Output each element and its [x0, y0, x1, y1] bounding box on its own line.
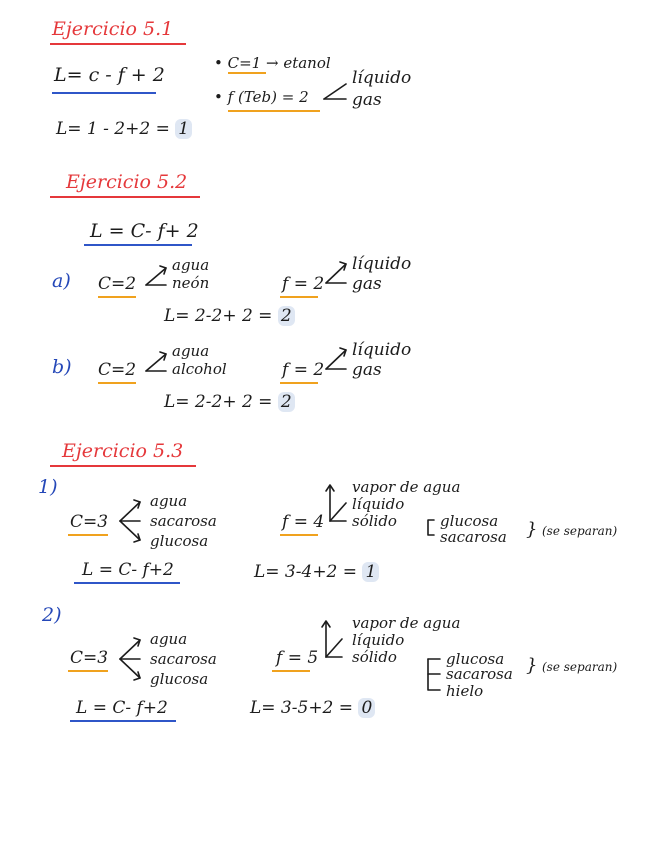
e52-title-underline — [50, 196, 200, 198]
e53-p1-calc: L= 3-4+2 = 1 — [254, 564, 379, 581]
e53-p1-phase-liquid: líquido — [352, 495, 405, 513]
e52-a-f: f = 2 — [282, 274, 325, 294]
e53-p2-phase-fan-icon — [322, 621, 342, 657]
e53-p1-note: (se separan) — [542, 524, 618, 538]
e52-b-calc: L= 2-2+ 2 = 2 — [164, 394, 295, 411]
e53-p2-comp-3: glucosa — [150, 670, 209, 688]
e53-p1-c: C=3 — [70, 512, 109, 532]
e51-title-underline — [50, 43, 186, 45]
e53-p1-result: 1 — [362, 562, 379, 582]
e51-phase-liquid: líquido — [352, 68, 412, 88]
e53-p1-solid-1: glucosa — [440, 512, 499, 530]
e52-a-label: a) — [52, 270, 71, 292]
e52-b-result: 2 — [278, 392, 295, 412]
e52-b-comp-2: alcohol — [172, 360, 227, 378]
e52-b-comp-angle-icon — [146, 352, 166, 371]
e52-b-f: f = 2 — [282, 360, 325, 380]
e51-result: 1 — [175, 119, 192, 139]
e53-p1-phase-solid: sólido — [352, 512, 397, 530]
e53-p2-c-underline — [68, 670, 108, 672]
e52-a-phase-gas: gas — [352, 274, 382, 294]
e53-p2-label: 2) — [42, 604, 62, 626]
e53-p1-comp-fork-icon — [120, 500, 140, 542]
e53-p2-note: (se separan) — [542, 660, 618, 674]
e51-bullet-1: • C=1 → etanol — [214, 54, 331, 72]
e51-formula: L= c - f + 2 — [54, 64, 165, 86]
e53-p2-formula-underline — [70, 720, 176, 722]
e53-p1-label: 1) — [38, 476, 58, 498]
e51-calc: L= 1 - 2+2 = 1 — [56, 121, 192, 138]
e53-p2-calc: L= 3-5+2 = 0 — [250, 700, 375, 717]
e53-p2-solid-bracket-icon — [428, 659, 440, 690]
e52-b-phase-liquid: líquido — [352, 340, 412, 360]
e52-b-c-underline — [98, 382, 136, 384]
e53-p1-phase-fan-icon — [326, 485, 346, 521]
e53-p2-phase-solid: sólido — [352, 648, 397, 666]
e53-p1-comp-3: glucosa — [150, 532, 209, 550]
e53-p2-brace: } — [526, 655, 538, 676]
e52-a-c-underline — [98, 296, 136, 298]
e53-p1-brace: } — [526, 519, 538, 540]
e53-p1-solid-2: sacarosa — [440, 528, 507, 546]
e53-title-underline — [50, 465, 196, 467]
e53-p1-comp-2: sacarosa — [150, 512, 217, 530]
e52-b-phase-gas: gas — [352, 360, 382, 380]
e51-title: Ejercicio 5.1 — [52, 18, 174, 40]
e53-p2-comp-2: sacarosa — [150, 650, 217, 668]
e53-p1-phase-vapor: vapor de agua — [352, 478, 461, 496]
e51-formula-underline — [52, 92, 156, 94]
e52-b-label: b) — [52, 356, 72, 378]
e53-title: Ejercicio 5.3 — [62, 440, 184, 462]
e52-a-comp-1: agua — [172, 256, 210, 274]
e53-p2-formula: L = C- f+2 — [76, 698, 168, 718]
e53-p1-c-underline — [68, 534, 108, 536]
e53-p2-solid-1: glucosa — [446, 650, 505, 668]
e53-p1-formula: L = C- f+2 — [82, 560, 174, 580]
e52-title: Ejercicio 5.2 — [66, 171, 188, 193]
e53-p2-result: 0 — [358, 698, 375, 718]
e53-p2-phase-vapor: vapor de agua — [352, 614, 461, 632]
e52-formula: L = C- f+ 2 — [90, 220, 199, 242]
e52-b-c: C=2 — [98, 360, 137, 380]
e53-p2-solid-3: hielo — [446, 682, 484, 700]
e52-a-phase-liquid: líquido — [352, 254, 412, 274]
e53-p1-f: f = 4 — [282, 512, 325, 532]
e51-bullet-2: • f (Teb) = 2 — [214, 88, 309, 106]
e53-p2-f: f = 5 — [276, 648, 319, 668]
e52-a-phase-angle-icon — [326, 262, 346, 283]
e53-p2-phase-liquid: líquido — [352, 631, 405, 649]
e52-formula-underline — [84, 244, 192, 246]
e52-a-result: 2 — [278, 306, 295, 326]
e52-a-f-underline — [280, 296, 318, 298]
e52-b-comp-1: agua — [172, 342, 210, 360]
e52-a-calc: L= 2-2+ 2 = 2 — [164, 308, 295, 325]
e53-p2-comp-1: agua — [150, 630, 188, 648]
e53-p2-c: C=3 — [70, 648, 109, 668]
e53-p2-comp-fork-icon — [120, 638, 140, 680]
e53-p1-comp-1: agua — [150, 492, 188, 510]
e52-b-f-underline — [280, 382, 318, 384]
e53-p1-f-underline — [280, 534, 318, 536]
e51-f-underline — [228, 110, 320, 112]
e53-p1-solid-bracket-icon — [428, 520, 434, 535]
e51-c-underline — [228, 72, 266, 74]
e52-a-comp-2: neón — [172, 274, 210, 292]
e53-p1-formula-underline — [74, 582, 180, 584]
e52-b-phase-angle-icon — [326, 348, 346, 369]
e52-a-c: C=2 — [98, 274, 137, 294]
e53-p2-solid-2: sacarosa — [446, 665, 513, 683]
e51-phase-gas: gas — [352, 90, 382, 110]
e53-p2-f-underline — [272, 670, 310, 672]
e52-a-comp-angle-icon — [146, 266, 166, 285]
e51-angle-icon — [324, 84, 346, 99]
